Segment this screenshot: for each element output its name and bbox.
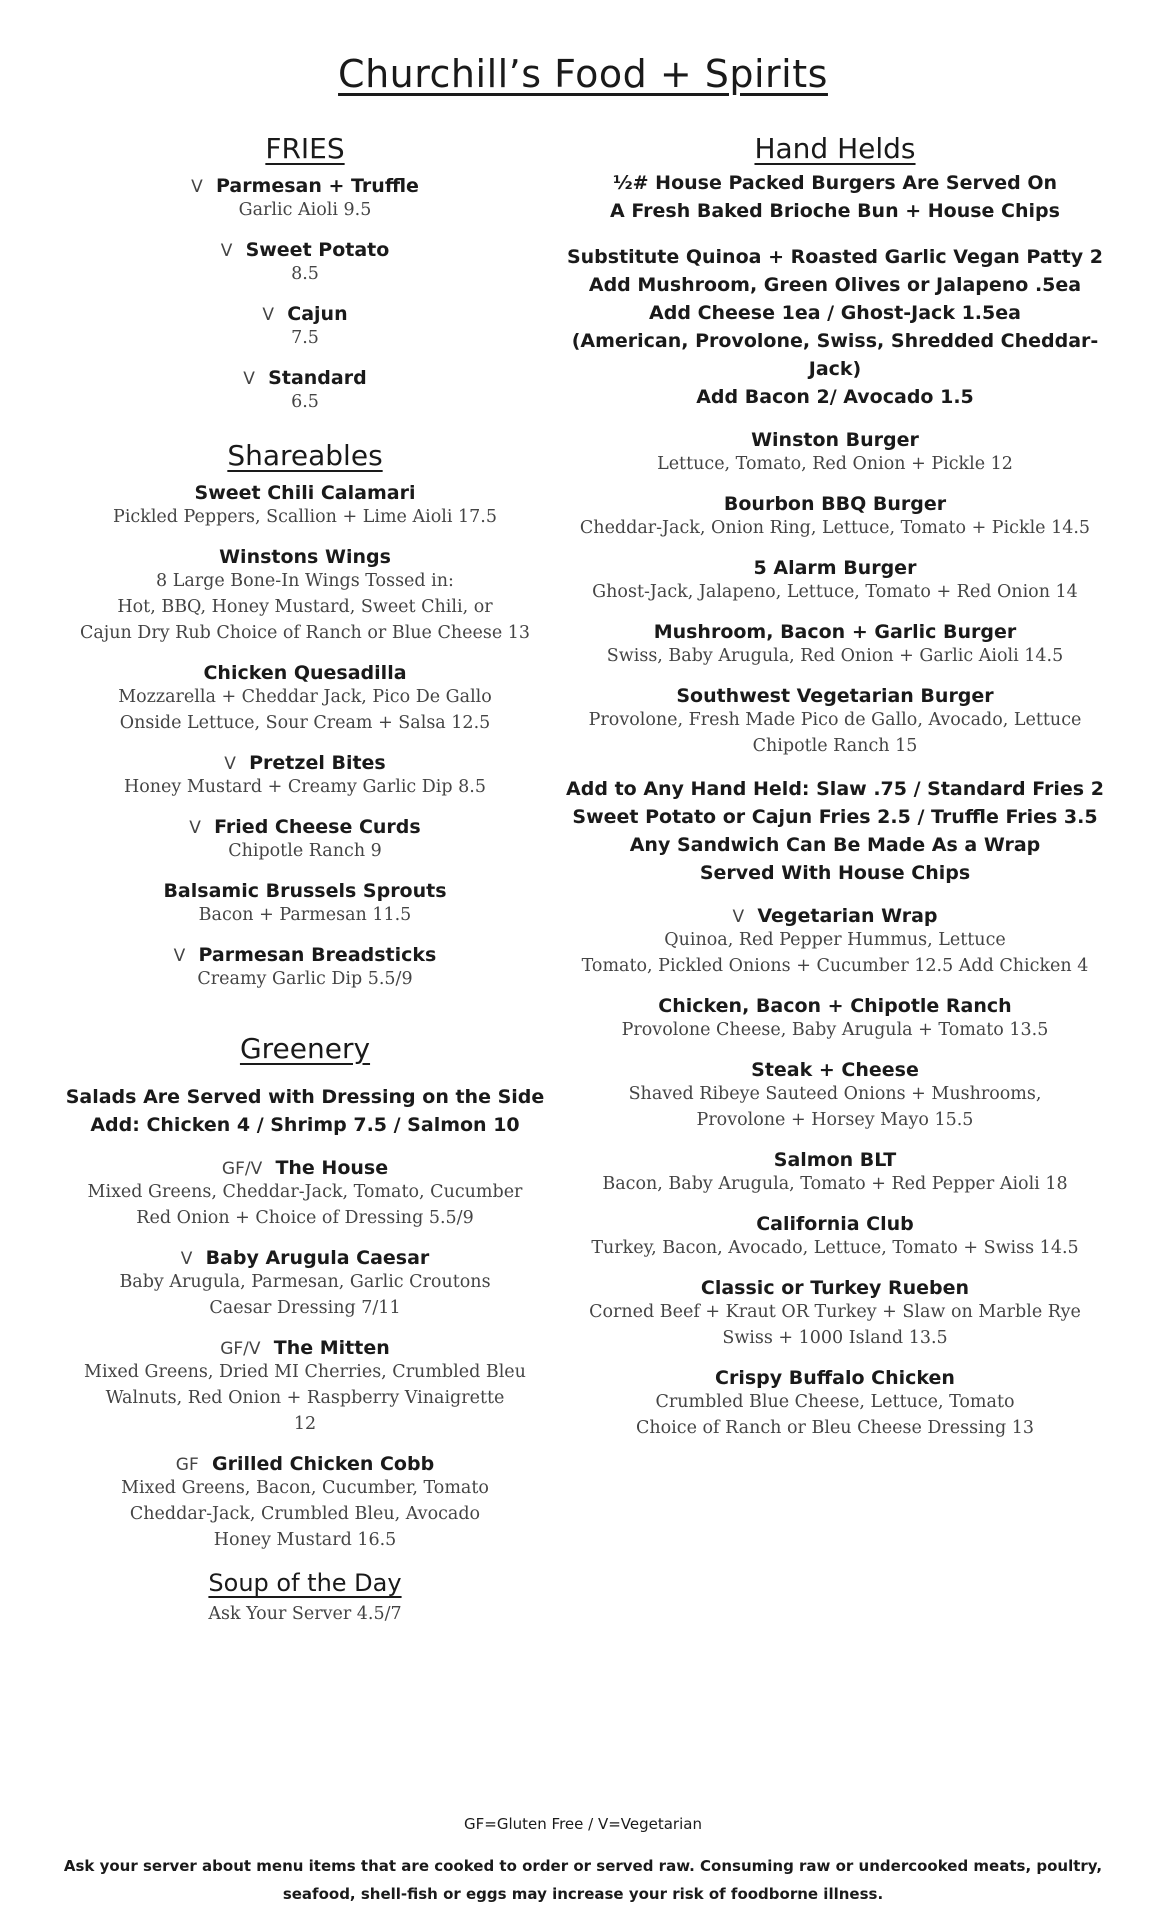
note-line: ½# House Packed Burgers Are Served On	[612, 172, 1058, 194]
menu-item	[555, 1213, 1115, 1261]
menu-item-label: Balsamic Brussels Sprouts	[163, 880, 447, 902]
menu-item	[555, 493, 1115, 541]
menu-item	[60, 752, 550, 800]
menu-item-label: Chicken, Bacon + Chipotle Ranch	[658, 995, 1012, 1017]
menu-item-description: 7.5	[291, 328, 319, 348]
diet-tag: V	[180, 1249, 193, 1269]
menu-item-description: Honey Mustard + Creamy Garlic Dip 8.5	[123, 777, 486, 797]
raw-food-warning: Ask your server about menu items that are cooked to order or served raw. Consuming raw or undercooked meats, poultry, seafood, shell-fish or eggs may increase your risk of foodborne illness.	[63, 1857, 1103, 1903]
menu-item	[60, 546, 550, 646]
menu-item-name	[60, 367, 550, 389]
menu-item-name	[60, 1337, 550, 1359]
diet-legend: GF=Gluten Free / V=Vegetarian	[464, 1815, 702, 1833]
menu-item-name	[555, 1149, 1115, 1171]
menu-item-description: 8.5	[291, 264, 319, 284]
note-line: Add to Any Hand Held: Slaw .75 / Standard Fries 2	[566, 778, 1104, 800]
menu-item-name	[555, 557, 1115, 579]
menu-item-description: Baby Arugula, Parmesan, Garlic Croutons Caesar Dressing 7/11	[119, 1272, 491, 1318]
menu-item	[555, 1367, 1115, 1441]
menu-item-description: Mixed Greens, Cheddar-Jack, Tomato, Cucumber Red Onion + Choice of Dressing 5.5/9	[87, 1182, 523, 1228]
menu-item-label: Cajun	[287, 303, 348, 325]
soup-heading: Soup of the Day	[208, 1569, 402, 1597]
menu-item-name	[60, 239, 550, 261]
menu-item	[60, 303, 550, 351]
menu-item-label: Fried Cheese Curds	[214, 816, 421, 838]
menu-item-name	[555, 621, 1115, 643]
menu-item-description: Pickled Peppers, Scallion + Lime Aioli 17.5	[113, 507, 497, 527]
menu-item-description: Swiss, Baby Arugula, Red Onion + Garlic Aioli 14.5	[606, 646, 1064, 666]
menu-item-label: Grilled Chicken Cobb	[211, 1453, 435, 1475]
diet-tag: V	[243, 369, 255, 389]
menu-item-description: Bacon, Baby Arugula, Tomato + Red Pepper Aioli 18	[602, 1174, 1068, 1194]
note-line: Salads Are Served with Dressing on the Side	[65, 1086, 545, 1108]
shareables-list	[60, 482, 550, 992]
menu-item-label: Chicken Quesadilla	[203, 662, 407, 684]
menu-item	[60, 482, 550, 530]
menu-item-name	[60, 662, 550, 684]
menu-item-label: The Mitten	[273, 1337, 390, 1359]
fries-list	[60, 175, 550, 415]
menu-item-name	[555, 905, 1115, 927]
diet-tag: V	[732, 907, 745, 927]
menu-item-description: Creamy Garlic Dip 5.5/9	[197, 969, 413, 989]
menu-item-name	[60, 1247, 550, 1269]
menu-item-label: Parmesan + Truffle	[215, 175, 419, 197]
menu-item-label: Salmon BLT	[773, 1149, 897, 1171]
menu-item-name	[60, 880, 550, 902]
diet-tag: V	[189, 818, 201, 838]
menu-title: Churchill’s Food + Spirits	[338, 52, 828, 96]
menu-item	[555, 1277, 1115, 1351]
menu-item-label: 5 Alarm Burger	[753, 557, 917, 579]
menu-item-description: Cheddar-Jack, Onion Ring, Lettuce, Tomato + Pickle 14.5	[579, 518, 1091, 538]
menu-item-label: Classic or Turkey Rueben	[700, 1277, 970, 1299]
menu-item-name	[60, 1157, 550, 1179]
menu-item-name	[555, 493, 1115, 515]
menu-item-description: Corned Beef + Kraut OR Turkey + Slaw on Marble Rye Swiss + 1000 Island 13.5	[589, 1302, 1081, 1348]
menu-item-name	[555, 1213, 1115, 1235]
menu-item	[60, 175, 550, 223]
menu-item-description: Quinoa, Red Pepper Hummus, Lettuce Tomato, Pickled Onions + Cucumber 12.5 Add Chicken 4	[581, 930, 1089, 976]
menu-item-label: Steak + Cheese	[751, 1059, 919, 1081]
note-line: Add Bacon 2/ Avocado 1.5	[696, 386, 974, 408]
menu-item	[60, 880, 550, 928]
menu-item-label: Winston Burger	[751, 429, 919, 451]
menu-item	[555, 685, 1115, 759]
diet-tag: GF	[175, 1455, 199, 1475]
menu-item	[60, 944, 550, 992]
diet-tag: V	[173, 946, 186, 966]
menu-item	[60, 1247, 550, 1321]
diet-tag: V	[224, 754, 236, 774]
menu-item-label: Pretzel Bites	[249, 752, 386, 774]
greenery-heading: Greenery	[239, 1032, 371, 1065]
handhelds-options	[555, 243, 1115, 411]
note-line: A Fresh Baked Brioche Bun + House Chips	[610, 200, 1060, 222]
menu-item	[60, 1157, 550, 1231]
menu-item-description: Lettuce, Tomato, Red Onion + Pickle 12	[657, 454, 1013, 474]
menu-item	[60, 367, 550, 415]
diet-tag: GF/V	[220, 1339, 261, 1359]
menu-item-description: Ghost-Jack, Jalapeno, Lettuce, Tomato + Red Onion 14	[592, 582, 1078, 602]
handhelds-heading: Hand Helds	[754, 132, 916, 165]
note-line: Add Mushroom, Green Olives or Jalapeno .5ea	[588, 274, 1082, 296]
menu-item-name	[555, 685, 1115, 707]
menu-item	[555, 905, 1115, 979]
fries-heading: FRIES	[265, 132, 345, 165]
diet-tag: GF/V	[221, 1159, 263, 1179]
menu-item-name	[60, 546, 550, 568]
menu-item-name	[555, 1367, 1115, 1389]
menu-item-description: Provolone, Fresh Made Pico de Gallo, Avocado, Lettuce Chipotle Ranch 15	[588, 710, 1082, 756]
menu-item-label: Parmesan Breadsticks	[198, 944, 437, 966]
menu-item	[60, 239, 550, 287]
menu-item-label: Crispy Buffalo Chicken	[715, 1367, 955, 1389]
menu-item	[555, 429, 1115, 477]
menu-item	[555, 1059, 1115, 1133]
menu-item-name	[60, 482, 550, 504]
menu-item-description: Mozzarella + Cheddar Jack, Pico De Gallo Onside Lettuce, Sour Cream + Salsa 12.5	[118, 687, 492, 733]
diet-tag: V	[220, 241, 233, 261]
menu-item-name	[60, 175, 550, 197]
menu-item-description: Mixed Greens, Dried MI Cherries, Crumbled Bleu Walnuts, Red Onion + Raspberry Vinaigrette 12	[84, 1362, 526, 1434]
note-line: Served With House Chips	[699, 862, 971, 884]
left-column	[60, 132, 550, 1627]
note-line: (American, Provolone, Swiss, Shredded Cheddar-Jack)	[571, 330, 1099, 380]
menu-item-label: Baby Arugula Caesar	[205, 1247, 430, 1269]
note-line: Add Cheese 1ea / Ghost-Jack 1.5ea	[649, 302, 1021, 324]
menu-item-description: Crumbled Blue Cheese, Lettuce, Tomato Choice of Ranch or Bleu Cheese Dressing 13	[635, 1392, 1034, 1438]
handhelds-intro	[555, 169, 1115, 225]
burger-list	[555, 429, 1115, 759]
menu-item	[60, 1453, 550, 1553]
menu-item-description: 8 Large Bone-In Wings Tossed in: Hot, BBQ, Honey Mustard, Sweet Chili, or Cajun Dry Rub Choice of Ranch or Blue Cheese 13	[79, 571, 531, 643]
menu-item-label: Southwest Vegetarian Burger	[676, 685, 994, 707]
menu-item-description: Garlic Aioli 9.5	[238, 200, 372, 220]
menu-item-description: Chipotle Ranch 9	[228, 841, 382, 861]
menu-item-description: Mixed Greens, Bacon, Cucumber, Tomato Cheddar-Jack, Crumbled Bleu, Avocado Honey Mustard 16.5	[121, 1478, 489, 1550]
greenery-note	[60, 1083, 550, 1139]
menu-item-description: Bacon + Parmesan 11.5	[198, 905, 412, 925]
diet-tag: V	[262, 305, 275, 325]
menu-item-name	[60, 1453, 550, 1475]
menu-item	[555, 1149, 1115, 1197]
handhelds-addons	[555, 775, 1115, 887]
note-line: Substitute Quinoa + Roasted Garlic Vegan Patty 2	[566, 246, 1104, 268]
menu-item-label: Bourbon BBQ Burger	[723, 493, 947, 515]
menu-item	[60, 662, 550, 736]
soup-desc: Ask Your Server 4.5/7	[208, 1604, 402, 1624]
greenery-list	[60, 1157, 550, 1553]
menu-item-label: Winstons Wings	[219, 546, 391, 568]
menu-item-name	[60, 303, 550, 325]
menu-item-label: Sweet Potato	[245, 239, 390, 261]
menu-item-name	[60, 944, 550, 966]
diet-tag: V	[191, 177, 203, 197]
menu-item-label: Mushroom, Bacon + Garlic Burger	[653, 621, 1017, 643]
right-column	[555, 132, 1115, 1457]
shareables-heading: Shareables	[227, 439, 383, 472]
menu-item-name	[555, 1059, 1115, 1081]
menu-item-label: Sweet Chili Calamari	[194, 482, 416, 504]
menu-item-label: Vegetarian Wrap	[757, 905, 938, 927]
menu-item	[60, 1337, 550, 1437]
menu-item-label: The House	[275, 1157, 389, 1179]
menu-item-label: Standard	[268, 367, 367, 389]
note-line: Add: Chicken 4 / Shrimp 7.5 / Salmon 10	[90, 1114, 520, 1136]
menu-item	[60, 816, 550, 864]
sandwich-list	[555, 905, 1115, 1441]
menu-item	[555, 621, 1115, 669]
menu-item-description: 6.5	[291, 392, 319, 412]
menu-item-description: Provolone Cheese, Baby Arugula + Tomato 13.5	[621, 1020, 1049, 1040]
menu-item-name	[555, 995, 1115, 1017]
note-line: Sweet Potato or Cajun Fries 2.5 / Truffle Fries 3.5	[572, 806, 1098, 828]
menu-item-description: Turkey, Bacon, Avocado, Lettuce, Tomato + Swiss 14.5	[591, 1238, 1079, 1258]
menu-item-label: California Club	[756, 1213, 914, 1235]
menu-item-name	[60, 816, 550, 838]
menu-item	[555, 995, 1115, 1043]
menu-item-name	[555, 429, 1115, 451]
menu-item-description: Shaved Ribeye Sauteed Onions + Mushrooms, Provolone + Horsey Mayo 15.5	[628, 1084, 1042, 1130]
menu-item-name	[60, 752, 550, 774]
menu-item	[555, 557, 1115, 605]
note-line: Any Sandwich Can Be Made As a Wrap	[629, 834, 1041, 856]
menu-item-name	[555, 1277, 1115, 1299]
